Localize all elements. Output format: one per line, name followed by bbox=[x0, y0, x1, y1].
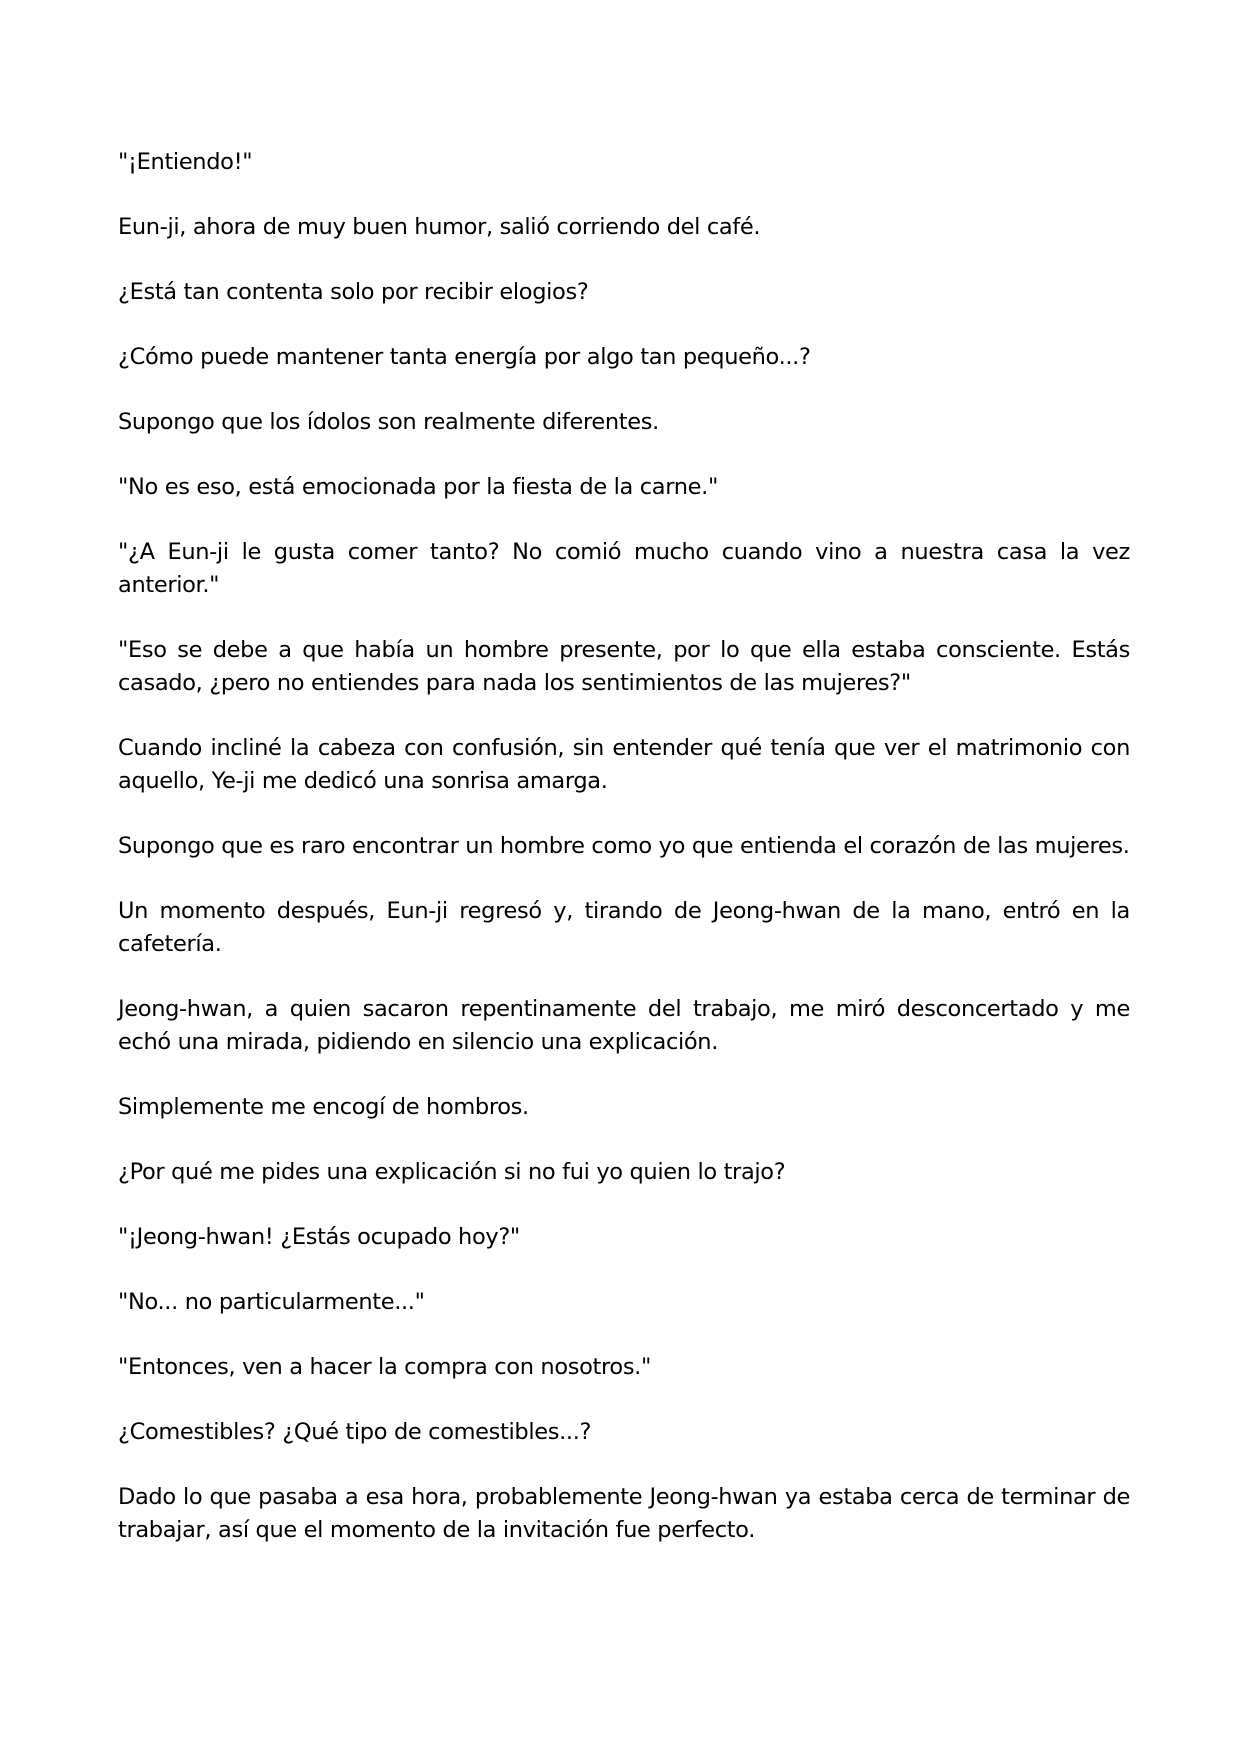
paragraph-12: Jeong-hwan, a quien sacaron repentinamente del trabajo, me miró desconcertado y me echó una mirada, pidiendo en silencio una explicación. bbox=[118, 996, 1130, 1055]
paragraph-7: "¿A Eun-ji le gusta comer tanto? No comió mucho cuando vino a nuestra casa la vez anterior." bbox=[118, 539, 1130, 598]
document-body bbox=[118, 146, 1130, 1579]
paragraph-8: "Eso se debe a que había un hombre presente, por lo que ella estaba consciente. Estás casado, ¿pero no entiendes para nada los sentimientos de las mujeres?" bbox=[118, 637, 1130, 696]
paragraph-17: "Entonces, ven a hacer la compra con nosotros." bbox=[118, 1354, 651, 1380]
paragraph-1: "¡Entiendo!" bbox=[118, 149, 253, 175]
paragraph-11: Un momento después, Eun-ji regresó y, tirando de Jeong-hwan de la mano, entró en la cafetería. bbox=[118, 898, 1130, 957]
paragraph-13: Simplemente me encogí de hombros. bbox=[118, 1094, 529, 1120]
paragraph-19: Dado lo que pasaba a esa hora, probablemente Jeong-hwan ya estaba cerca de terminar de trabajar, así que el momento de la invitación fue perfecto. bbox=[118, 1484, 1130, 1543]
paragraph-2: Eun-ji, ahora de muy buen humor, salió corriendo del café. bbox=[118, 214, 761, 240]
paragraph-16: "No... no particularmente..." bbox=[118, 1289, 425, 1315]
paragraph-5: Supongo que los ídolos son realmente diferentes. bbox=[118, 409, 659, 435]
paragraph-10: Supongo que es raro encontrar un hombre como yo que entienda el corazón de las mujeres. bbox=[118, 833, 1130, 859]
paragraph-14: ¿Por qué me pides una explicación si no fui yo quien lo trajo? bbox=[118, 1159, 786, 1185]
paragraph-4: ¿Cómo puede mantener tanta energía por algo tan pequeño...? bbox=[118, 344, 811, 370]
paragraph-15: "¡Jeong-hwan! ¿Estás ocupado hoy?" bbox=[118, 1224, 520, 1250]
paragraph-3: ¿Está tan contenta solo por recibir elogios? bbox=[118, 279, 589, 305]
paragraph-9: Cuando incliné la cabeza con confusión, sin entender qué tenía que ver el matrimonio con aquello, Ye-ji me dedicó una sonrisa amarga. bbox=[118, 735, 1130, 794]
paragraph-18: ¿Comestibles? ¿Qué tipo de comestibles...? bbox=[118, 1419, 592, 1445]
paragraph-6: "No es eso, está emocionada por la fiesta de la carne." bbox=[118, 474, 718, 500]
